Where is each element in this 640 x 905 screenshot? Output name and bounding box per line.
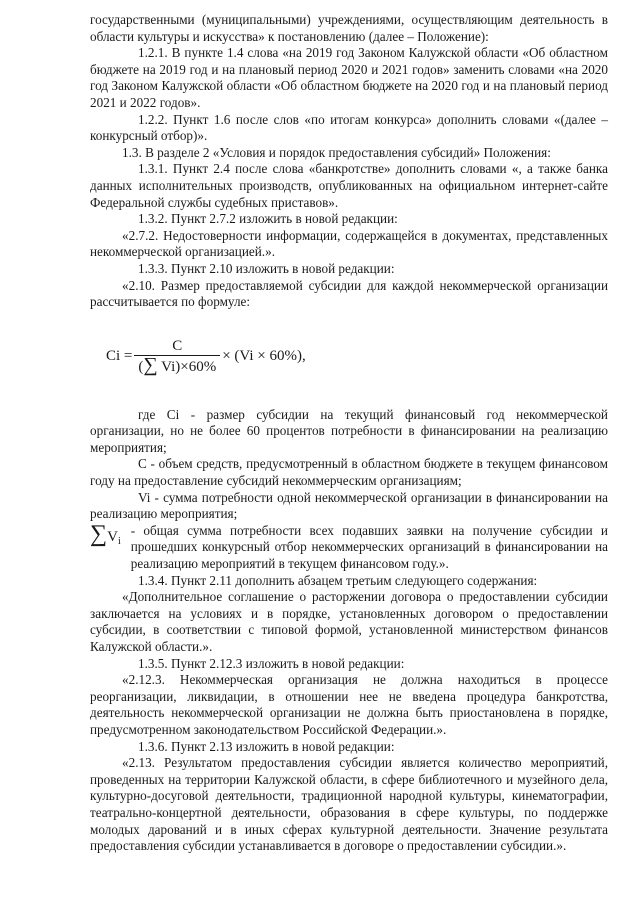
paragraph-sum-definition: - общая сумма потребности всех подавших заявки на получение субсидии и прошедших конкурсный отбор некоммерческих организаций в финансировании на реализацию мероприятий в текущем финансовом году.». <box>130 522 608 572</box>
subsidy-formula <box>106 321 608 393</box>
paragraph-1-3-5: 1.3.5. Пункт 2.12.3 изложить в новой редакции: <box>138 655 405 671</box>
sigma-symbol: ∑ <box>143 354 158 377</box>
paragraph-2-12-3: «2.12.3. Некоммерческая организация не должна находиться в процессе реорганизации, ликвидации, в отношении нее не введена процедура банкротства, деятельность некоммерческой организации не должна быть приостановлена в порядке, предусмотренном законодательством Российской Федерации.». <box>90 672 608 737</box>
paragraph-2-10: «2.10. Размер предоставляемой субсидии для каждой некоммерческой организации рассчитывается по формуле: <box>90 277 608 310</box>
paragraph-1-3-3: 1.3.3. Пункт 2.10 изложить в новой редакции: <box>138 260 395 276</box>
formula-denominator: (∑ Vi)×60% <box>134 355 220 376</box>
paragraph-1-3-2: 1.3.2. Пункт 2.7.2 изложить в новой редакции: <box>138 211 398 227</box>
formula-rhs: × (Vi × 60%), <box>222 348 306 365</box>
paragraph-agreement: «Дополнительное соглашение о расторжении договора о предоставлении субсидии заключается на условиях и в порядке, установленных договором о предоставлении субсидии, в соответствии с типовой формой, установленной министерством финансов Калужской области.». <box>90 589 608 654</box>
sum-var: V <box>107 528 118 545</box>
paragraph-ci-definition: где Ci - размер субсидии на текущий финансовый год некоммерческой организации, но не более 60 процентов потребности в финансировании на реализацию мероприятия; <box>90 406 608 455</box>
paragraph-1-2-2: 1.2.2. Пункт 1.6 после слов «по итогам конкурса» дополнить словами «(далее – конкурсный отбор)». <box>90 111 608 144</box>
paragraph-2-7-2: «2.7.2. Недостоверности информации, содержащейся в документах, представленных некоммерческой организацией.». <box>90 227 608 260</box>
paragraph-1-3: 1.3. В разделе 2 «Условия и порядок предоставления субсидий» Положения: <box>122 144 551 160</box>
paragraph-c-definition: С - объем средств, предусмотренный в областном бюджете в текущем финансовом году на предоставление субсидий некоммерческим организациям; <box>90 456 608 489</box>
sum-sub: i <box>117 535 121 547</box>
sum-symbol <box>90 520 121 553</box>
paragraph-1-3-1: 1.3.1. Пункт 2.4 после слова «банкротстве» дополнить словами «, а также банка данных исполнительных производств, опубликованных на официальном интернет-сайте Федеральной службы судебных приставов». <box>90 161 608 210</box>
formula-den-tail: ×60% <box>180 359 217 376</box>
paragraph-2-13: «2.13. Результатом предоставления субсидии является количество мероприятий, проведенных на территории Калужской области, в сфере библиотечного и музейного дела, культурно-досуговой деятельности, традиционной народной культуры, кинематографии, театрально-концертной деятельности, образования в сфере культуры, по поддержке молодых дарований и в иных сферах культурной деятельности. Значение результата предоставления субсидии устанавливается в договоре о предоставлении субсидии.». <box>90 755 608 854</box>
paragraph-vi-definition: Vi - сумма потребности одной некоммерческой организации в финансировании на реализацию мероприятия; <box>90 489 608 522</box>
formula-numerator: С <box>172 337 183 354</box>
formula-lhs: Ci = <box>106 348 133 365</box>
formula-fraction <box>134 338 220 376</box>
paragraph-1-3-6: 1.3.6. Пункт 2.13 изложить в новой редакции: <box>138 738 395 754</box>
formula-den-var: Vi <box>161 359 176 376</box>
paragraph-1-3-4: 1.3.4. Пункт 2.11 дополнить абзацем третьим следующего содержания: <box>138 572 538 588</box>
sum-sigma: ∑ <box>90 520 108 547</box>
paragraph-intro: государственными (муниципальными) учреждениями, осуществляющим деятельность в области культуры и искусства» к постановлению (далее – Положение): <box>90 12 608 44</box>
sum-definition <box>90 520 608 573</box>
paragraph-1-2-1: 1.2.1. В пункте 1.4 слова «на 2019 год Законом Калужской области «Об областном бюджете на 2019 год и на плановый период 2020 и 2021 годов» заменить словами «на 2020 год Законом Калужской области «Об областном бюджете на 2020 год и на плановый период 2021 и 2022 годов». <box>90 45 608 110</box>
